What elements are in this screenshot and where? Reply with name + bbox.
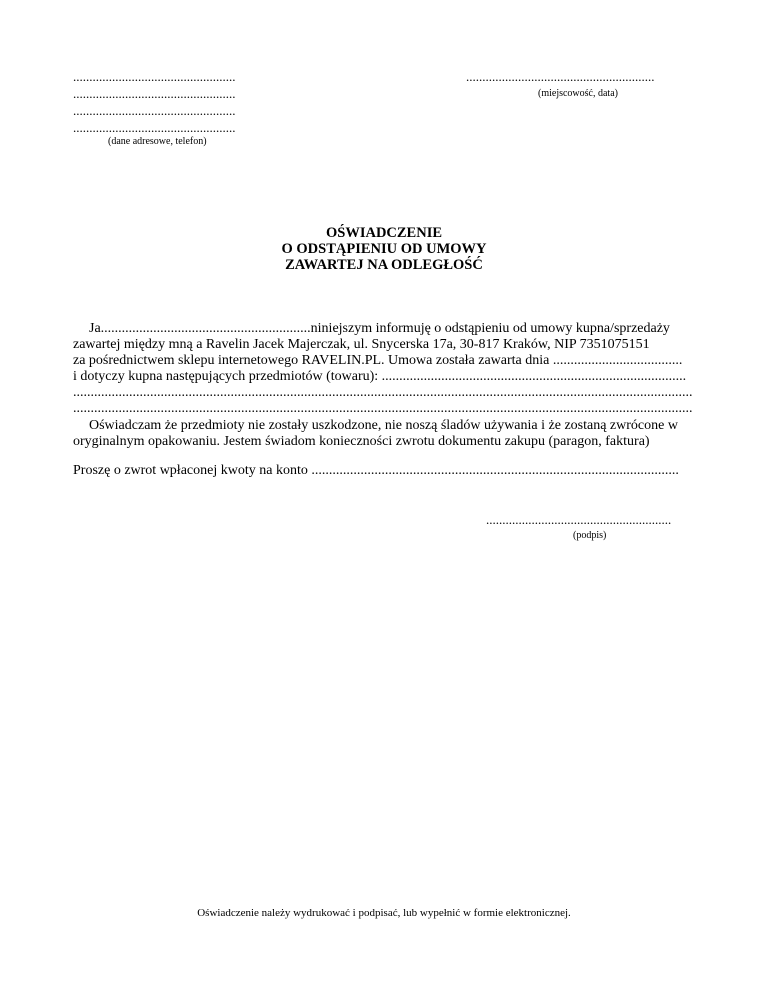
- body-line-7: Oświadczam że przedmioty nie zostały uszkodzone, nie noszą śladów używania i że zostaną zwrócone w: [89, 418, 678, 433]
- address-line-3: ..................................................: [73, 103, 236, 118]
- address-line-2: ..................................................: [73, 86, 236, 101]
- body-line-3: za pośrednictwem sklepu internetowego RAVELIN.PL. Umowa została zawarta dnia .....................................: [73, 353, 683, 368]
- place-date-caption: (miejscowość, data): [538, 88, 618, 99]
- address-line-1: ..................................................: [73, 69, 236, 84]
- signature-caption: (podpis): [573, 530, 607, 541]
- body-line-5: .................................................................................................................................................................................: [73, 385, 693, 400]
- body-line-8: oryginalnym opakowaniu. Jestem świadom konieczności zwrotu dokumentu zakupu (paragon, faktura): [73, 434, 650, 449]
- body-line-2: zawartej między mną a Ravelin Jacek Majerczak, ul. Snycerska 17a, 30-817 Kraków, NIP 7351075151: [73, 337, 650, 352]
- address-line-4: ..................................................: [73, 120, 236, 135]
- signature-line: .........................................................: [486, 512, 672, 527]
- body-line-4: i dotyczy kupna następujących przedmiotów (towaru): .......................................................................................: [73, 369, 687, 384]
- footer-note: Oświadczenie należy wydrukować i podpisać, lub wypełnić w formie elektronicznej.: [197, 907, 571, 919]
- body-line-9: Proszę o zwrot wpłaconej kwoty na konto .........................................................................................................: [73, 463, 679, 478]
- document-title-line-3: ZAWARTEJ NA ODLEGŁOŚĆ: [285, 257, 483, 273]
- body-line-6: .................................................................................................................................................................................: [73, 401, 693, 416]
- document-title-line-1: OŚWIADCZENIE: [325, 225, 443, 241]
- document-title-line-2: O ODSTĄPIENIU OD UMOWY: [281, 241, 487, 257]
- place-date-line: ..........................................................: [466, 69, 655, 84]
- body-line-1: Ja............................................................niniejszym informuję o odstąpieniu od umowy kupna/sprzedaży: [89, 321, 670, 336]
- address-caption: (dane adresowe, telefon): [108, 136, 207, 147]
